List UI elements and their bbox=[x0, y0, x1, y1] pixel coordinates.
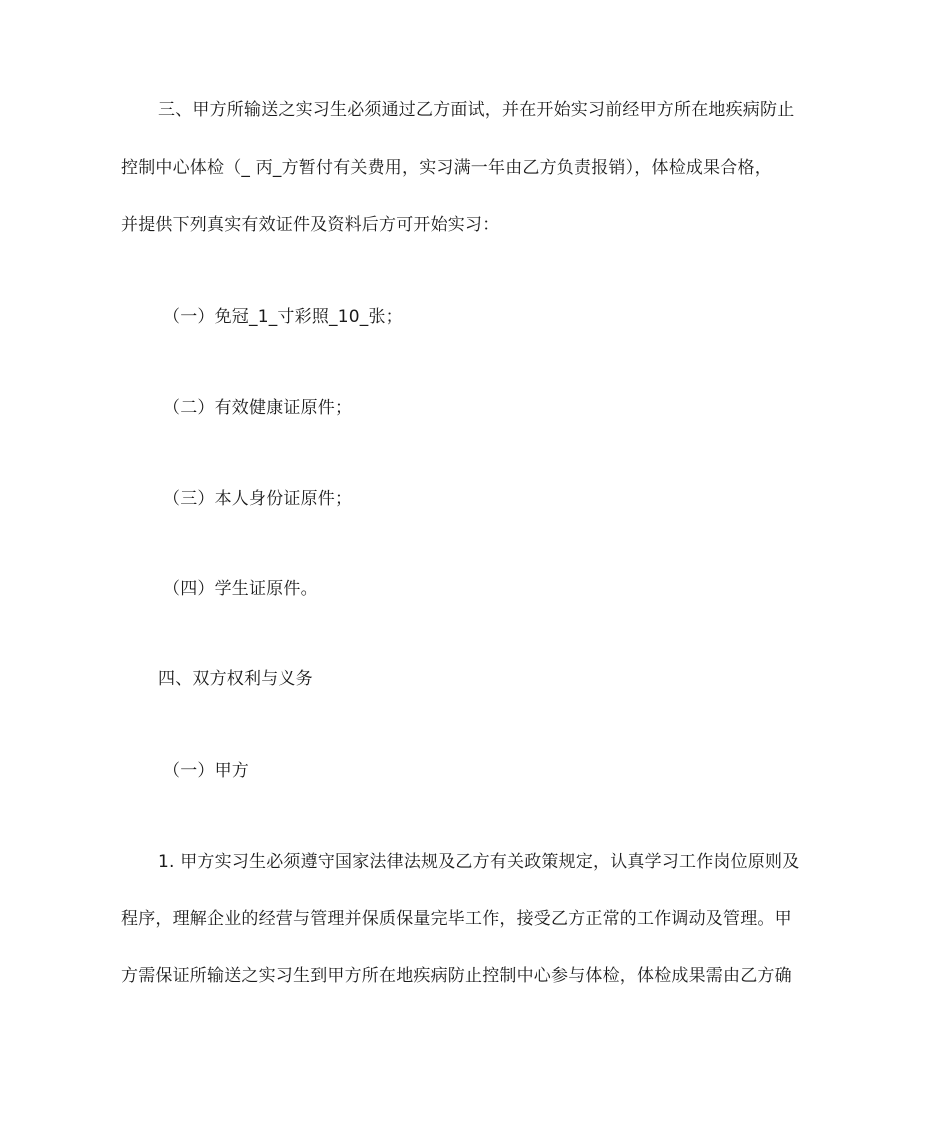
subsection-heading-party-a: （一）甲方 bbox=[163, 761, 249, 781]
paragraph-1-line-3: 方需保证所输送之实习生到甲方所在地疾病防止控制中心参与体检，体检成果需由乙方确 bbox=[121, 966, 792, 986]
paragraph-1-line-1: 1. 甲方实习生必须遵守国家法律法规及乙方有关政策规定，认真学习工作岗位原则及 bbox=[158, 852, 800, 872]
paragraph-1-line-2: 程序，理解企业的经营与管理并保质保量完毕工作，接受乙方正常的工作调动及管理。甲 bbox=[121, 909, 792, 929]
list-item-student-card: （四）学生证原件。 bbox=[163, 579, 318, 599]
clause-3-line-1: 三、甲方所输送之实习生必须通过乙方面试，并在开始实习前经甲方所在地疾病防止 bbox=[158, 100, 795, 120]
clause-3-line-2: 控制中心体检（_ 丙_方暂付有关费用，实习满一年由乙方负责报销），体检成果合格， bbox=[121, 158, 772, 178]
list-item-id-card: （三）本人身份证原件； bbox=[163, 489, 353, 509]
list-item-photo: （一）免冠_1_寸彩照_10_张； bbox=[163, 307, 403, 327]
clause-3-line-3: 并提供下列真实有效证件及资料后方可开始实习： bbox=[121, 215, 500, 235]
section-heading-rights: 四、双方权利与义务 bbox=[158, 669, 313, 689]
list-item-health-cert: （二）有效健康证原件； bbox=[163, 398, 353, 418]
